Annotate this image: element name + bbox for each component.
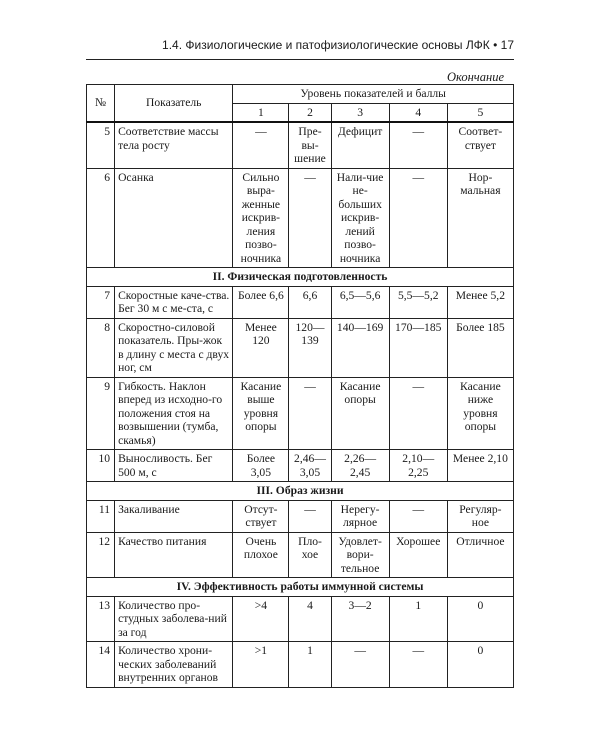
cell-value: Дефицит	[331, 122, 389, 168]
cell-value: —	[289, 500, 331, 532]
row-indicator: Количество хрони-ческих заболеваний внутренних органов	[115, 642, 233, 688]
header-level: 2	[289, 103, 331, 122]
cell-value: Регуляр-ное	[447, 500, 513, 532]
cell-value: 0	[447, 596, 513, 642]
cell-value: —	[389, 168, 447, 268]
cell-value: —	[289, 377, 331, 450]
cell-value: Менее 2,10	[447, 450, 513, 482]
section-row	[87, 268, 514, 287]
cell-value: Нали-чие не-больших искрив-лений позво-ночника	[331, 168, 389, 268]
cell-value: 170—185	[389, 318, 447, 377]
cell-value: 0	[447, 642, 513, 688]
cell-value: Соответ-ствует	[447, 122, 513, 168]
cell-value: 120—139	[289, 318, 331, 377]
cell-value: Более 6,6	[233, 286, 289, 318]
cell-value: Касание выше уровня опоры	[233, 377, 289, 450]
section-title: IV. Эффективность работы иммунной системы	[87, 578, 514, 597]
table-row	[87, 318, 514, 377]
row-num: 12	[87, 532, 115, 578]
row-indicator: Гибкость. Наклон вперед из исходно-го положения стоя на возвышении (тумба, скамья)	[115, 377, 233, 450]
row-indicator: Количество про-студных заболева-ний за год	[115, 596, 233, 642]
cell-value: Менее 120	[233, 318, 289, 377]
header-level: 4	[389, 103, 447, 122]
cell-value: Менее 5,2	[447, 286, 513, 318]
cell-value: 1	[289, 642, 331, 688]
cell-value: 2,26—2,45	[331, 450, 389, 482]
cell-value: Удовлет-вори-тельное	[331, 532, 389, 578]
header-level: 1	[233, 103, 289, 122]
cell-value: Пло-хое	[289, 532, 331, 578]
row-indicator: Скоростные каче-ства. Бег 30 м с ме-ста, с	[115, 286, 233, 318]
row-indicator: Качество питания	[115, 532, 233, 578]
cell-value: —	[389, 377, 447, 450]
cell-value: Пре-вы-шение	[289, 122, 331, 168]
cell-value: Касание опоры	[331, 377, 389, 450]
row-num: 13	[87, 596, 115, 642]
cell-value: —	[389, 642, 447, 688]
header-num: №	[87, 85, 115, 123]
section-row	[87, 482, 514, 501]
header-levels-title: Уровень показателей и баллы	[233, 85, 514, 104]
header-indicator: Показатель	[115, 85, 233, 123]
cell-value: —	[233, 122, 289, 168]
cell-value: 2,10—2,25	[389, 450, 447, 482]
cell-value: 6,6	[289, 286, 331, 318]
header-section: 1.4.	[162, 38, 183, 52]
row-num: 14	[87, 642, 115, 688]
cell-value: 140—169	[331, 318, 389, 377]
cell-value: >4	[233, 596, 289, 642]
cell-value: Сильно выра-женные искрив-ления позво-ночника	[233, 168, 289, 268]
cell-value: —	[389, 122, 447, 168]
cell-value: —	[331, 642, 389, 688]
row-indicator: Осанка	[115, 168, 233, 268]
cell-value: 6,5—5,6	[331, 286, 389, 318]
table-continuation-label: Окончание	[446, 70, 504, 84]
section-row	[87, 578, 514, 597]
row-indicator: Скоростно-силовой показатель. Пры-жок в длину с места с двух ног, см	[115, 318, 233, 377]
section-title: III. Образ жизни	[87, 482, 514, 501]
cell-value: Нор-мальная	[447, 168, 513, 268]
cell-value: Нерегу-лярное	[331, 500, 389, 532]
table-row	[87, 596, 514, 642]
row-num: 6	[87, 168, 115, 268]
table-row	[87, 532, 514, 578]
running-header	[86, 38, 514, 60]
cell-value: —	[289, 168, 331, 268]
cell-value: 1	[389, 596, 447, 642]
cell-value: —	[389, 500, 447, 532]
cell-value: Хорошее	[389, 532, 447, 578]
header-level: 3	[331, 103, 389, 122]
cell-value: 3—2	[331, 596, 389, 642]
table-row	[87, 122, 514, 168]
table-row	[87, 286, 514, 318]
cell-value: 2,46—3,05	[289, 450, 331, 482]
cell-value: 4	[289, 596, 331, 642]
row-num: 8	[87, 318, 115, 377]
header-title: Физиологические и патофизиологические основы ЛФК	[185, 38, 490, 52]
indicators-table	[86, 84, 514, 688]
row-num: 9	[87, 377, 115, 450]
table-row	[87, 500, 514, 532]
row-indicator: Соответствие массы тела росту	[115, 122, 233, 168]
row-num: 7	[87, 286, 115, 318]
cell-value: >1	[233, 642, 289, 688]
table-row	[87, 450, 514, 482]
cell-value: Более 185	[447, 318, 513, 377]
row-num: 11	[87, 500, 115, 532]
page-number: 17	[500, 38, 514, 52]
cell-value: Очень плохое	[233, 532, 289, 578]
table-row	[87, 168, 514, 268]
header-level: 5	[447, 103, 513, 122]
section-title: II. Физическая подготовленность	[87, 268, 514, 287]
row-num: 10	[87, 450, 115, 482]
cell-value: Более 3,05	[233, 450, 289, 482]
cell-value: Отличное	[447, 532, 513, 578]
header-bullet: •	[493, 38, 498, 52]
cell-value: Отсут-ствует	[233, 500, 289, 532]
cell-value: Касание ниже уровня опоры	[447, 377, 513, 450]
cell-value: 5,5—5,2	[389, 286, 447, 318]
row-num: 5	[87, 122, 115, 168]
row-indicator: Выносливость. Бег 500 м, с	[115, 450, 233, 482]
table-row	[87, 377, 514, 450]
table-row	[87, 642, 514, 688]
row-indicator: Закаливание	[115, 500, 233, 532]
